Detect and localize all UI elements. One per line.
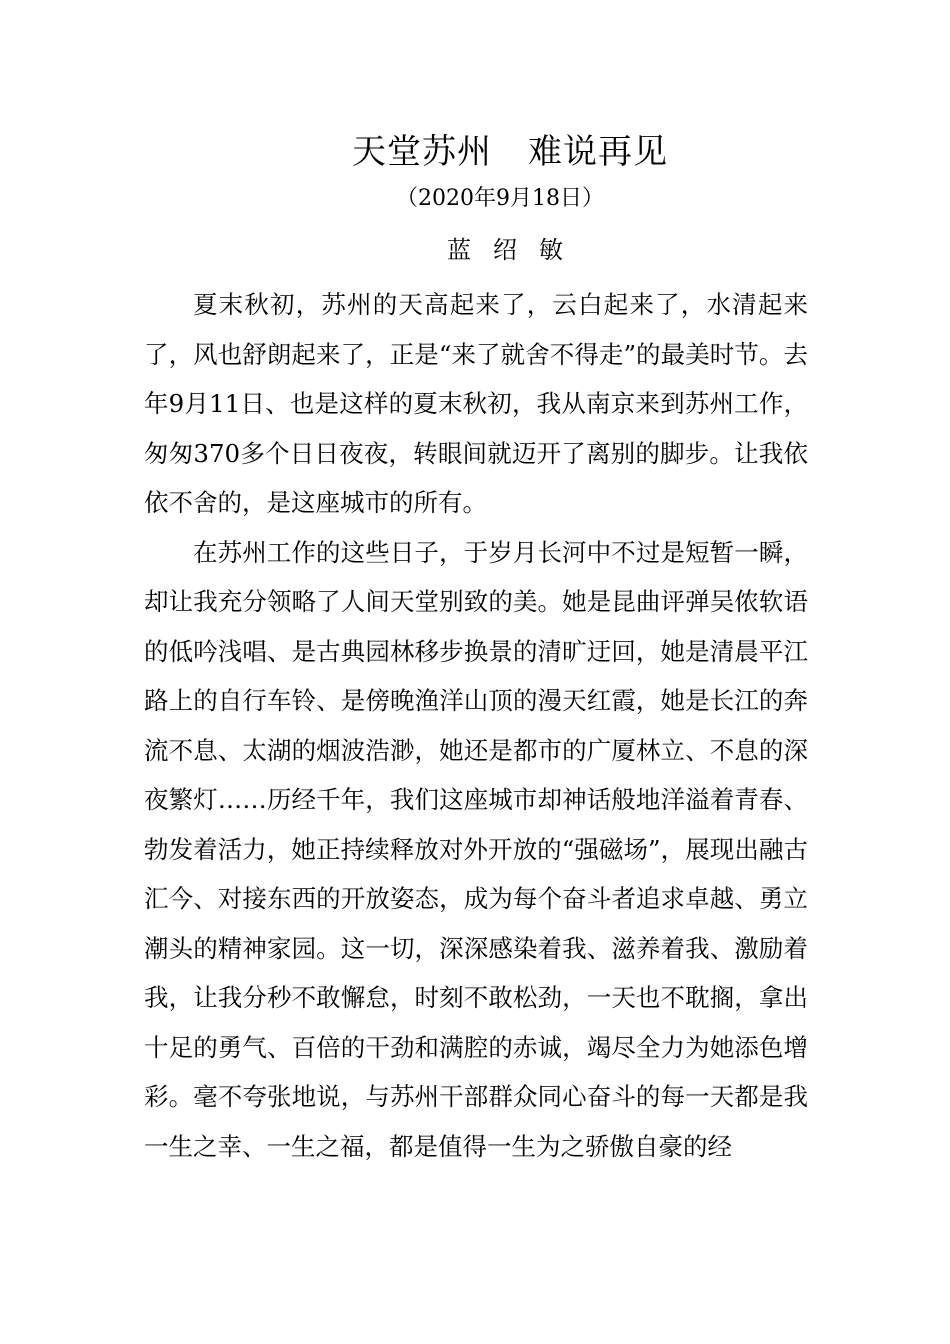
article-title: [0, 128, 950, 176]
article-date: （2020年9月18日）: [396, 186, 604, 211]
author-name: [0, 232, 950, 268]
author-char: 蓝: [447, 236, 471, 264]
paragraph: 在苏州工作的这些日子，于岁月长河中不过是短暂一瞬，却让我充分领略了人间天堂别致的美。她是昆曲评弹吴侬软语的低吟浅唱、是古典园林移步换景的清旷迂回，她是清晨平江路上的自行车铃、是傍晚渔洋山顶的漫天红霞，她是长江的奔流不息、太湖的烟波浩渺，她还是都市的广厦林立、不息的深夜繁灯……历经千年，我们这座城市却神话般地洋溢着青春、勃发着活力，她正持续释放对外开放的“强磁场”，展现出融古汇今、对接东西的开放姿态，成为每个奋斗者追求卓越、勇立潮头的精神家园。这一切，深深感染着我、滋养着我、激励着我，让我分秒不敢懈怠，时刻不敢松劲，一天也不耽搁，拿出十足的勇气、百倍的干劲和满腔的赤诚，竭尽全力为她添色增彩。毫不夸张地说，与苏州干部群众同心奋斗的每一天都是我一生之幸、一生之福，都是值得一生为之骄傲自豪的经: [144, 537, 808, 1161]
author-char: 敏: [539, 236, 563, 264]
title-part-1: 天堂苏州: [352, 132, 492, 172]
article-body: [144, 280, 808, 1171]
paragraph: 夏末秋初，苏州的天高起来了，云白起来了，水清起来了，风也舒朗起来了，正是“来了就舍不得走”的最美时节。去年9月11日、也是这样的夏末秋初，我从南京来到苏州工作，匆匆370多个日日夜夜，转眼间就迈开了离别的脚步。让我依依不舍的，是这座城市的所有。: [144, 290, 808, 517]
author-char: 绍: [493, 236, 517, 264]
title-part-2: 难说再见: [528, 132, 668, 172]
